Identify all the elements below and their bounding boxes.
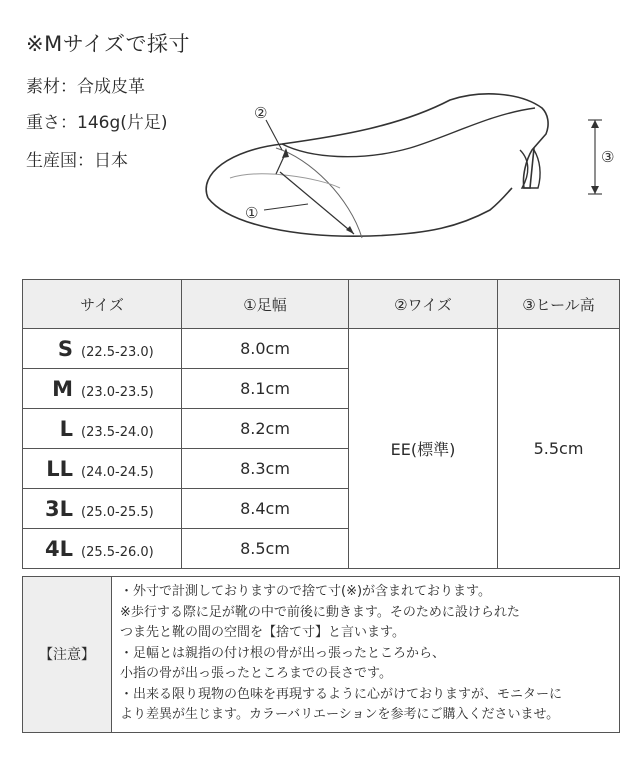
foot-width-cell: 8.3cm	[182, 449, 349, 489]
notes-body	[112, 577, 620, 733]
marker-3: ③	[601, 148, 615, 166]
size-range: (24.0-24.5)	[81, 464, 154, 480]
size-label: 3L	[45, 496, 73, 521]
foot-width-cell: 8.4cm	[182, 489, 349, 529]
size-range: (22.5-23.0)	[81, 344, 154, 360]
size-label: LL	[46, 456, 73, 481]
foot-width-cell: 8.5cm	[182, 529, 349, 569]
marker-1: ①	[245, 204, 259, 222]
note-line: ・足幅とは親指の付け根の骨が出っ張ったところから、	[120, 645, 446, 661]
notes-label: 【注意】	[23, 577, 112, 733]
size-cell	[23, 409, 182, 449]
size-range: (23.0-23.5)	[81, 384, 154, 400]
note-line: ・出来る限り現物の色味を再現するように心がけておりますが、モニターに	[120, 686, 563, 702]
note-line: ※歩行する際に足が靴の中で前後に動きます。そのために設けられた	[120, 604, 520, 620]
size-label: 4L	[45, 536, 73, 561]
width-arrow	[280, 172, 354, 234]
weight-spec: 重さ：146g(片足)	[26, 113, 168, 133]
size-label: L	[59, 416, 73, 441]
note-line: つま先と靴の間の空間を【捨て寸】と言います。	[120, 625, 405, 640]
foot-width-cell: 8.2cm	[182, 409, 349, 449]
origin-spec: 生産国：日本	[26, 151, 128, 171]
size-cell	[23, 329, 182, 369]
foot-width-cell: 8.0cm	[182, 329, 349, 369]
size-cell	[23, 449, 182, 489]
note-line: より差異が生じます。カラーバリエーションを参考にご購入くださいませ。	[120, 707, 560, 722]
heel-height-cell: 5.5cm	[498, 329, 620, 569]
wise-cell: EE(標準)	[349, 329, 498, 569]
size-label: M	[52, 376, 73, 401]
size-table	[22, 279, 620, 569]
table-row	[23, 329, 620, 369]
size-cell	[23, 489, 182, 529]
notes-table	[22, 576, 620, 733]
size-cell	[23, 369, 182, 409]
header-wise: ②ワイズ	[349, 280, 498, 329]
marker-2: ②	[254, 104, 268, 122]
size-label: S	[57, 336, 73, 361]
note-line: ・外寸で計測しておりますので捨て寸(※)が含まれております。	[120, 584, 491, 599]
size-range: (25.0-25.5)	[81, 504, 154, 520]
note-line: 小指の骨が出っ張ったところまでの長さです。	[120, 666, 392, 681]
header-size: サイズ	[23, 280, 182, 329]
header-foot-width: ①足幅	[182, 280, 349, 329]
size-range: (25.5-26.0)	[81, 544, 154, 560]
page-title: ※Mサイズで採寸	[26, 32, 191, 56]
size-range: (23.5-24.0)	[81, 424, 154, 440]
header-heel-height: ③ヒール高	[498, 280, 620, 329]
size-cell	[23, 529, 182, 569]
material-spec: 素材：合成皮革	[26, 77, 145, 97]
shoe-diagram	[190, 88, 620, 268]
foot-width-cell: 8.1cm	[182, 369, 349, 409]
